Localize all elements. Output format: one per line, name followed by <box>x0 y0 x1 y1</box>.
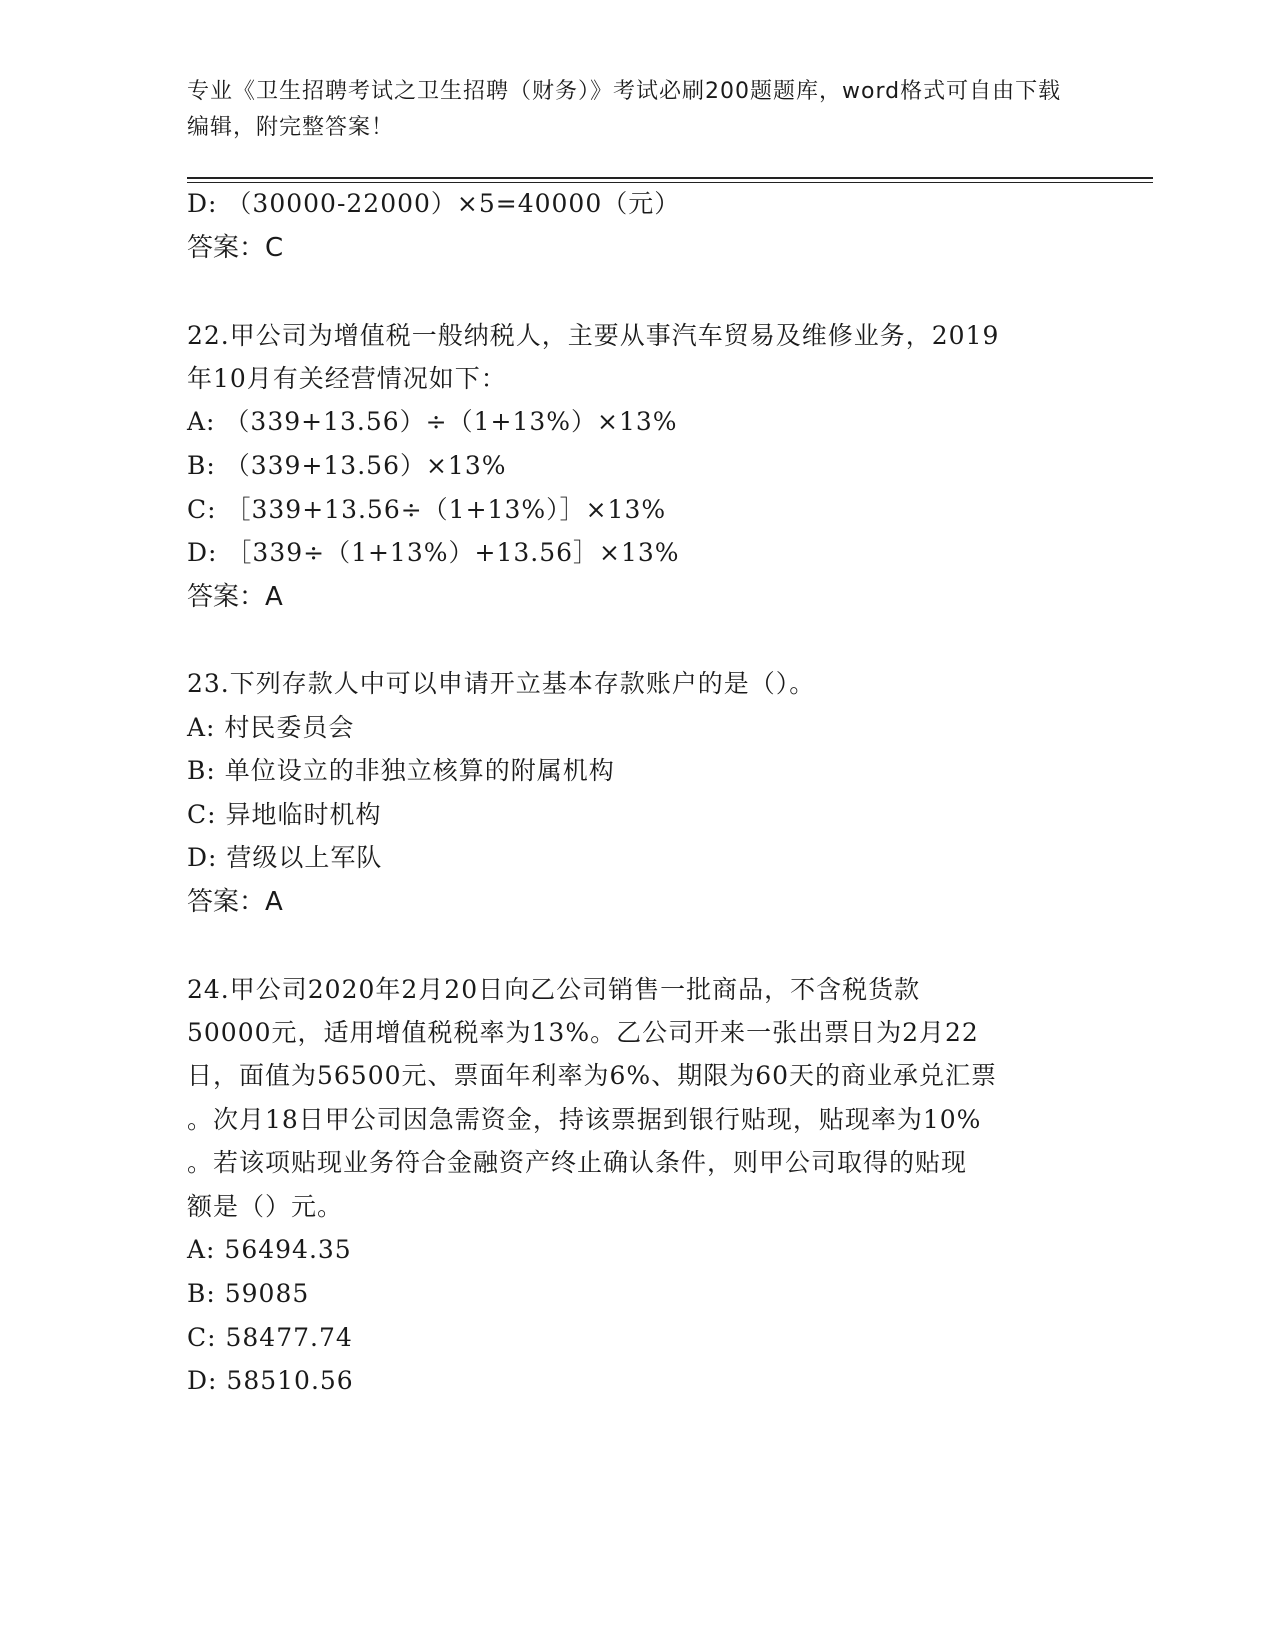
header-divider-thin <box>187 182 1153 183</box>
q22-option-a: A: （339+13.56）÷（1+13%）×13% <box>187 407 678 436</box>
q23-option-d: D: 营级以上军队 <box>187 843 383 872</box>
q24-option-c: C: 58477.74 <box>187 1323 353 1352</box>
q23-option-c: C: 异地临时机构 <box>187 800 382 829</box>
q23-option-b: B: 单位设立的非独立核算的附属机构 <box>187 756 615 785</box>
prev-answer: 答案：C <box>187 233 284 263</box>
prev-option-d: D: （30000-22000）×5=40000（元） <box>187 189 681 218</box>
q23-stem: 23.下列存款人中可以申请开立基本存款账户的是（）。 <box>187 669 816 698</box>
q24-option-a: A: 56494.35 <box>187 1235 352 1264</box>
q22-option-d: D: ［339÷（1+13%）+13.56］×13% <box>187 538 680 567</box>
q24-stem-line-5: 。若该项贴现业务符合金融资产终止确认条件，则甲公司取得的贴现 <box>187 1148 968 1177</box>
q22-answer: 答案：A <box>187 582 283 612</box>
document-header: 专业《卫生招聘考试之卫生招聘（财务）》考试必刷200题题库，word格式可自由下载编辑，附完整答案！ <box>187 79 1062 140</box>
q24-option-d: D: 58510.56 <box>187 1366 354 1395</box>
q22-option-b: B: （339+13.56）×13% <box>187 451 507 480</box>
q24-stem-line-4: 。次月18日甲公司因急需资金，持该票据到银行贴现，贴现率为10% <box>187 1105 982 1134</box>
q24-stem-line-6: 额是（）元。 <box>187 1192 344 1221</box>
q23-answer: 答案：A <box>187 887 283 917</box>
q23-option-a: A: 村民委员会 <box>187 713 355 742</box>
header-divider-thick <box>187 177 1153 179</box>
q22-stem-line-1: 22.甲公司为增值税一般纳税人，主要从事汽车贸易及维修业务，2019 <box>187 321 1000 350</box>
q24-stem-line-2: 50000元，适用增值税税率为13%。乙公司开来一张出票日为2月22 <box>187 1018 979 1047</box>
q24-option-b: B: 59085 <box>187 1279 310 1308</box>
q24-stem-line-3: 日，面值为56500元、票面年利率为6%、期限为60天的商业承兑汇票 <box>187 1061 998 1090</box>
q22-stem-line-2: 年10月有关经营情况如下： <box>187 364 507 393</box>
q22-option-c: C: ［339+13.56÷（1+13%）］×13% <box>187 495 667 524</box>
q24-stem-line-1: 24.甲公司2020年2月20日向乙公司销售一批商品，不含税货款 <box>187 975 921 1004</box>
